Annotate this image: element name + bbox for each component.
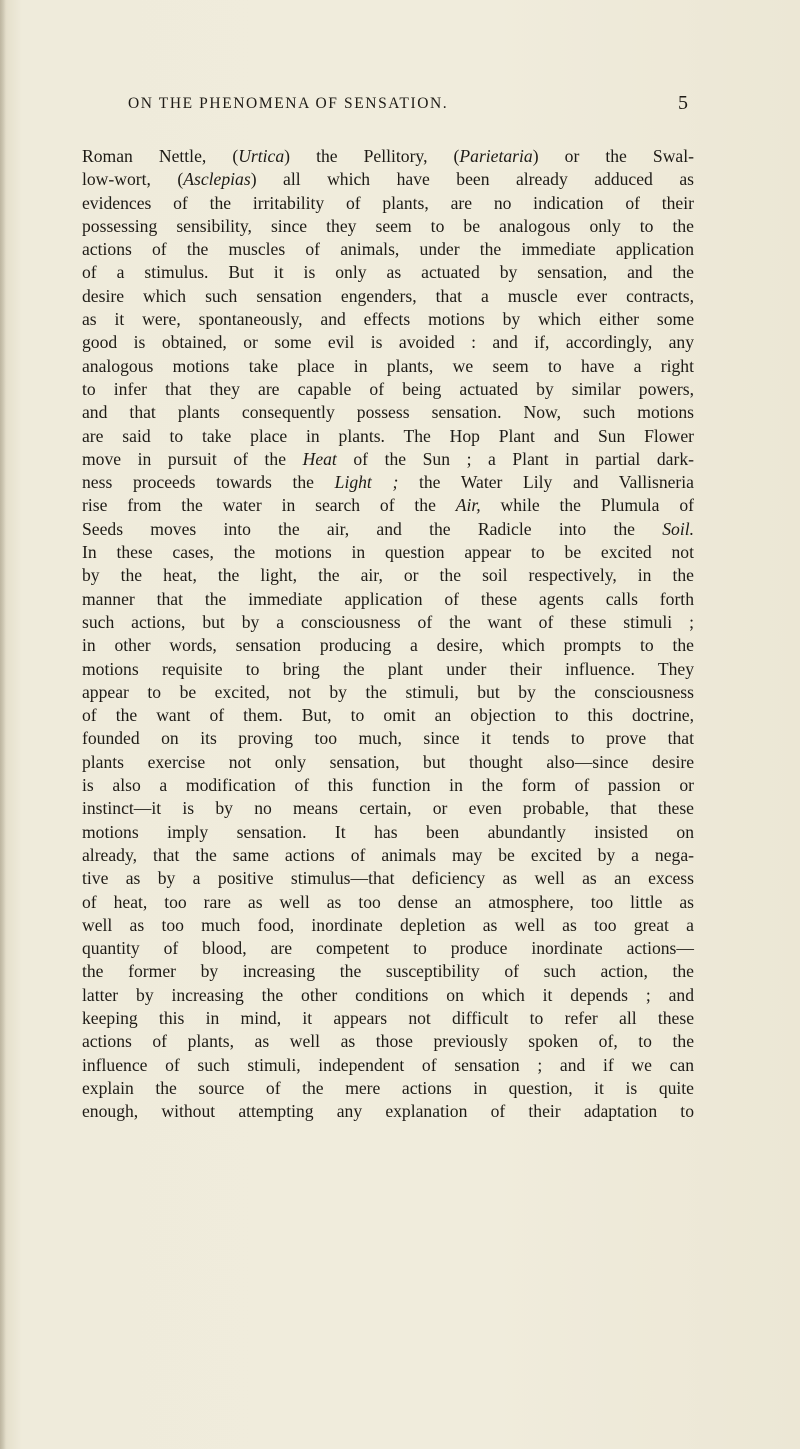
- text-line: [82, 564, 694, 587]
- text-line: [82, 704, 694, 727]
- text-line: [82, 471, 694, 494]
- text-line: [82, 984, 694, 1007]
- text-line: [82, 448, 694, 471]
- page-gutter-shadow: [0, 0, 6, 1449]
- text-segment: as it were, spontaneously, and effects motions by which either some: [82, 309, 694, 330]
- text-segment: low-wort, (: [82, 169, 184, 190]
- text-line: [82, 355, 694, 378]
- text-line: [82, 425, 694, 448]
- text-line: [82, 1100, 694, 1123]
- text-segment: move in pursuit of the: [82, 448, 303, 469]
- text-segment: evidences of the irritability of plants, are no indication of their: [82, 192, 694, 213]
- text-line: [82, 192, 694, 215]
- italic-term: Urtica: [238, 146, 285, 166]
- italic-term: Parietaria: [459, 146, 533, 166]
- text-segment: of heat, too rare as well as too dense an atmosphere, too little as: [82, 891, 694, 912]
- text-segment: appear to be excited, not by the stimuli, but by the consciousness: [82, 681, 694, 702]
- text-line: [82, 541, 694, 564]
- text-line: [82, 751, 694, 774]
- text-line: [82, 844, 694, 867]
- text-segment: ) all which have been already adduced as: [250, 169, 694, 190]
- text-segment: instinct—it is by no means certain, or even probable, that these: [82, 798, 694, 819]
- text-segment: well as too much food, inordinate depletion as well as too great a: [82, 914, 694, 935]
- text-line: [82, 215, 694, 238]
- text-line: [82, 634, 694, 657]
- text-line: [82, 168, 694, 191]
- italic-term: Soil.: [662, 518, 694, 539]
- text-segment: enough, without attempting any explanation of their adaptation to: [82, 1101, 694, 1122]
- text-segment: ) or the Swal-: [532, 146, 694, 166]
- text-segment: rise from the water in search of the: [82, 495, 456, 516]
- text-line: [82, 797, 694, 820]
- text-segment: the former by increasing the susceptibility of such action, the: [82, 961, 694, 982]
- text-segment: keeping this in mind, it appears not difficult to refer all these: [82, 1007, 694, 1028]
- text-line: [82, 658, 694, 681]
- text-line: [82, 727, 694, 750]
- text-line: [82, 867, 694, 890]
- text-line: [82, 261, 694, 284]
- text-segment: is also a modification of this function in the form of passion or: [82, 775, 694, 796]
- text-line: [82, 774, 694, 797]
- text-segment: analogous motions take place in plants, we seem to have a right: [82, 355, 694, 376]
- text-segment: already, that the same actions of animals may be excited by a nega-: [82, 844, 694, 865]
- text-segment: ) the Pellitory, (: [284, 146, 460, 166]
- text-segment: such actions, but by a consciousness of the want of these stimuli ;: [82, 611, 694, 632]
- body-text: [82, 145, 694, 1123]
- text-segment: motions requisite to bring the plant under their influence. They: [82, 658, 694, 679]
- text-line: [82, 238, 694, 261]
- italic-term: Asclepias: [183, 169, 251, 190]
- text-line: [82, 378, 694, 401]
- text-line: [82, 494, 694, 517]
- text-segment: explain the source of the mere actions in question, it is quite: [82, 1077, 694, 1098]
- text-segment: tive as by a positive stimulus—that deficiency as well as an excess: [82, 868, 694, 889]
- text-line: [82, 588, 694, 611]
- text-line: [82, 914, 694, 937]
- text-segment: founded on its proving too much, since it tends to prove that: [82, 728, 694, 749]
- text-line: [82, 401, 694, 424]
- italic-term: Light ;: [334, 472, 399, 493]
- text-segment: actions of plants, as well as those previously spoken of, to the: [82, 1031, 694, 1052]
- text-segment: quantity of blood, are competent to produce inordinate actions—: [82, 938, 694, 959]
- text-segment: ness proceeds towards the: [82, 472, 335, 493]
- text-segment: to infer that they are capable of being actuated by similar powers,: [82, 378, 694, 399]
- text-line: [82, 308, 694, 331]
- text-segment: of the Sun ; a Plant in partial dark-: [336, 448, 694, 469]
- text-segment: and that plants consequently possess sensation. Now, such motions: [82, 402, 694, 423]
- text-segment: in other words, sensation producing a desire, which prompts to the: [82, 635, 694, 656]
- text-segment: by the heat, the light, the air, or the soil respectively, in the: [82, 565, 694, 586]
- text-segment: In these cases, the motions in question appear to be excited not: [82, 542, 694, 563]
- text-line: [82, 681, 694, 704]
- text-segment: good is obtained, or some evil is avoided : and if, accordingly, any: [82, 332, 694, 353]
- italic-term: Air,: [455, 495, 481, 516]
- text-segment: actions of the muscles of animals, under the immediate application: [82, 239, 694, 260]
- text-segment: while the Plumula of: [480, 495, 695, 516]
- text-segment: Roman Nettle, (: [82, 146, 239, 166]
- text-line: [82, 285, 694, 308]
- text-segment: influence of such stimuli, independent of sensation ; and if we can: [82, 1054, 694, 1075]
- text-segment: desire which such sensation engenders, that a muscle ever contracts,: [82, 285, 694, 306]
- text-line: [82, 1054, 694, 1077]
- text-line: [82, 937, 694, 960]
- text-segment: of the want of them. But, to omit an objection to this doctrine,: [82, 705, 694, 726]
- text-segment: are said to take place in plants. The Hop Plant and Sun Flower: [82, 425, 694, 446]
- text-segment: plants exercise not only sensation, but thought also—since desire: [82, 751, 694, 772]
- text-line: [82, 1077, 694, 1100]
- text-line: [82, 891, 694, 914]
- text-line: [82, 331, 694, 354]
- text-segment: motions imply sensation. It has been abundantly insisted on: [82, 821, 694, 842]
- text-line: [82, 145, 694, 168]
- text-segment: possessing sensibility, since they seem to be analogous only to the: [82, 215, 694, 236]
- text-line: [82, 960, 694, 983]
- text-line: [82, 518, 694, 541]
- running-head: [128, 92, 688, 119]
- text-segment: of a stimulus. But it is only as actuated by sensation, and the: [82, 262, 694, 283]
- running-head-title: ON THE PHENOMENA OF SENSATION.: [128, 95, 449, 112]
- text-segment: Seeds moves into the air, and the Radicle into the: [82, 518, 663, 539]
- text-segment: the Water Lily and Vallisneria: [398, 472, 694, 493]
- text-line: [82, 1030, 694, 1053]
- text-line: [82, 611, 694, 634]
- italic-term: Heat: [302, 448, 337, 469]
- text-line: [82, 1007, 694, 1030]
- text-line: [82, 821, 694, 844]
- text-segment: manner that the immediate application of these agents calls forth: [82, 588, 694, 609]
- text-segment: latter by increasing the other conditions on which it depends ; and: [82, 984, 694, 1005]
- page-number: 5: [678, 92, 688, 114]
